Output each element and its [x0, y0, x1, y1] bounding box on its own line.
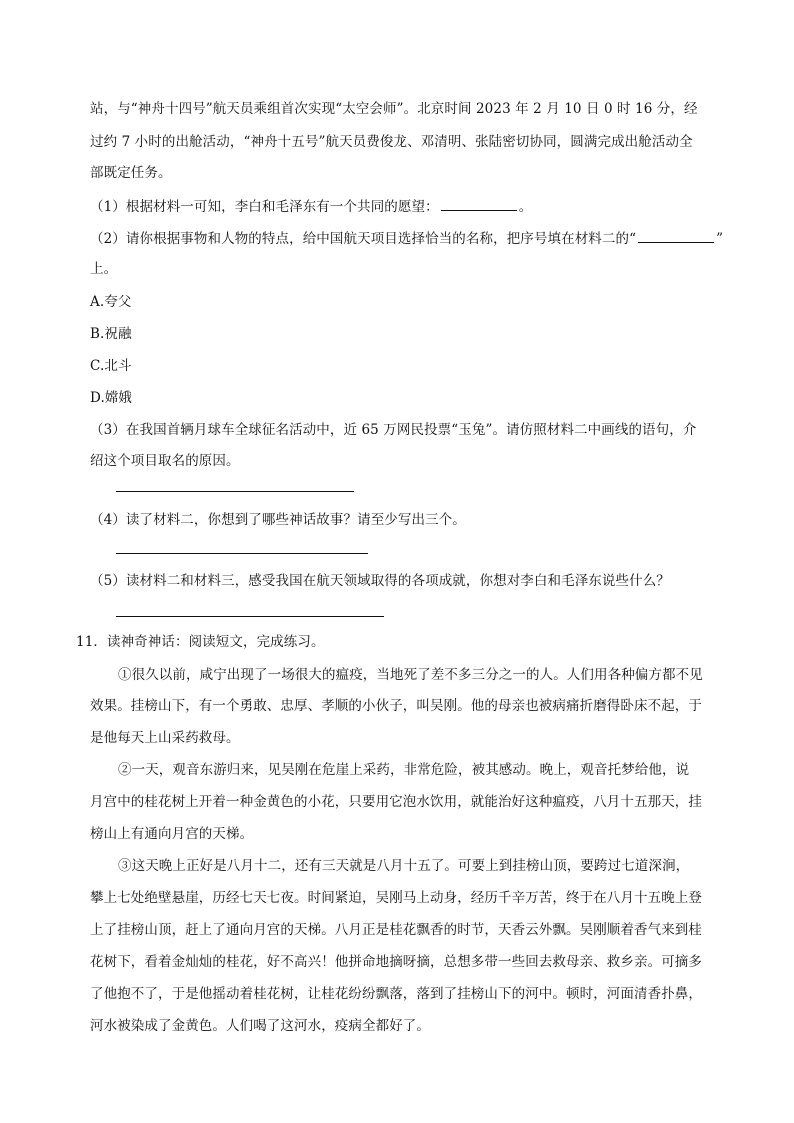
question-1-text: （1）根据材料一可知，李白和毛泽东有一个共同的愿望： [90, 199, 439, 215]
option-a: A.夸父 [90, 294, 132, 310]
material-line-2: 过约 7 小时的出舱活动，“神舟十五号”航天员费俊龙、邓清明、张陆密切协同，圆满完成出舱活动全 [90, 134, 693, 150]
passage-p3-line-6: 河水被染成了金黄色。人们喝了这河水，疫病全都好了。 [90, 1018, 430, 1034]
question-5: （5）读材料二和材料三，感受我国在航天领域取得的各项成就，你想对李白和毛泽东说些什么？ [90, 573, 670, 589]
passage-p3-line-1: ③这天晚上正好是八月十二，还有三天就是八月十五了。可要上到挂榜山顶，要跨过七道深涧， [118, 858, 690, 874]
answer-line-5[interactable] [116, 616, 384, 617]
question-2 [90, 229, 723, 248]
question-1 [90, 197, 532, 216]
passage-p3-line-4: 花树下，看着金灿灿的桂花，好不高兴！他拼命地摘呀摘，总想多带一些回去救母亲、救乡亲。可摘多 [90, 954, 702, 970]
material-line-1: 站，与“神舟十四号”航天员乘组首次实现“太空会师”。北京时间 2023 年 2 月 10 日 0 时 16 分，经 [90, 101, 698, 117]
passage-p2-line-3: 榜山上有通向月宫的天梯。 [90, 826, 254, 842]
answer-line-3[interactable] [116, 491, 354, 492]
passage-p1-line-2: 效果。挂榜山下，有一个勇敢、忠厚、孝顺的小伙子，叫吴刚。他的母亲也被病痛折磨得卧床不起，于 [90, 698, 702, 714]
answer-blank-2[interactable] [638, 229, 714, 243]
option-b: B.祝融 [90, 326, 132, 342]
option-c: C.北斗 [90, 358, 132, 374]
passage-p2-line-1: ②一天，观音东游归来，见吴刚在危崖上采药，非常危险，被其感动。晚上，观音托梦给他，说 [118, 762, 690, 778]
answer-blank-1[interactable] [441, 197, 517, 211]
passage-p1-line-3: 是他每天上山采药救母。 [90, 730, 240, 746]
question-2-text: （2）请你根据事物和人物的特点，给中国航天项目选择恰当的名称，把序号填在材料二的“ [90, 231, 637, 247]
question-4: （4）读了材料二，你想到了哪些神话故事？请至少写出三个。 [90, 512, 466, 528]
question-3-line-1: （3）在我国首辆月球车全球征名活动中，近 65 万网民投票“玉兔”。请仿照材料二中画线的语句，介 [90, 422, 697, 438]
passage-p2-line-2: 月宫中的桂花树上开着一种金黄色的小花，只要用它泡水饮用，就能治好这种瘟疫，八月十五那天，挂 [90, 794, 702, 810]
material-line-3: 部既定任务。 [90, 165, 172, 181]
passage-p3-line-3: 上了挂榜山顶，赶上了通向月宫的天梯。八月正是桂花飘香的时节，天香云外飘。吴刚顺着香气来到桂 [90, 922, 702, 938]
question-11-title: 11．读神奇神话：阅读短文，完成练习。 [76, 634, 325, 650]
passage-p3-line-5: 了他抱不了，于是他摇动着桂花树，让桂花纷纷飘落，落到了挂榜山下的河中。顿时，河面清香扑鼻， [90, 986, 702, 1002]
passage-p1-line-1: ①很久以前，咸宁出现了一场很大的瘟疫，当地死了差不多三分之一的人。人们用各种偏方都不见 [118, 667, 703, 683]
question-2-quote-end: ” [716, 231, 724, 247]
question-1-end: 。 [518, 199, 533, 215]
option-d: D.嫦娥 [90, 390, 133, 406]
question-2-line-2: 上。 [90, 261, 118, 277]
answer-line-4[interactable] [116, 553, 368, 554]
question-3-line-2: 绍这个项目取名的原因。 [90, 453, 240, 469]
passage-p3-line-2: 攀上七处绝壁悬崖，历经七天七夜。时间紧迫，吴刚马上动身，经历千辛万苦，终于在八月十五晚上登 [90, 890, 702, 906]
